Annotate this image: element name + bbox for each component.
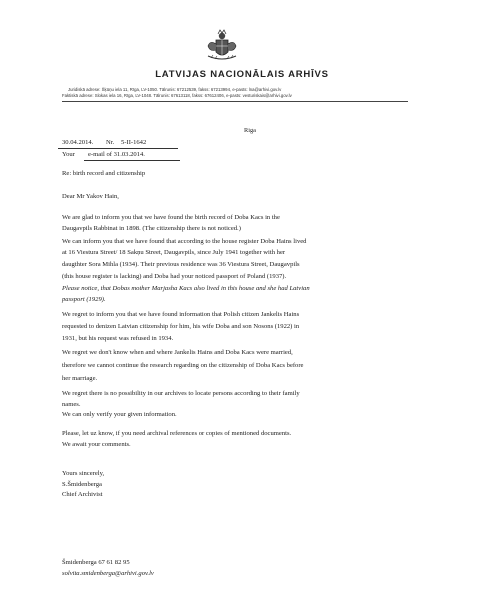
body-line: Daugavpils Rabbinat in 1898. (The citizenship there is not noticed.) — [62, 225, 241, 232]
body-line: at 16 Viestura Street/ 18 Sakņu Street, Daugavpils, since July 1941 together with her — [62, 249, 286, 256]
body-line: her marriage. — [62, 375, 98, 382]
body-line: Please, let uz know, if you need archival references or copies of mentioned documents. — [62, 430, 292, 437]
body-line: 1931, but his request was refused in 1934. — [62, 335, 174, 342]
subject-line: Re: birth record and citizenship — [62, 170, 146, 177]
body-line: We regret to inform you that we have found information that Polish citizen Jankelis Hains — [62, 311, 300, 318]
your-ref-label: Your — [62, 151, 75, 158]
archive-name: LATVIJAS NACIONĀLAIS ARHĪVS — [155, 69, 329, 80]
body-line: We are glad to inform you that we have found the birth record of Doba Kacs in the — [62, 214, 280, 221]
salutation: Dear Mr Yakov Hain, — [62, 193, 119, 200]
actual-address: Faktiskā adrese: Slokas iela 16, Rīga, LV-1048. Tālrunis: 67613118, fakss: 67612406, e-pasts: vesturiskais@arhivi.gov.lv — [62, 93, 292, 98]
body-line-italic: Please notice, that Dobas mother Marjasha Kacs also lived in this house and she had Latvian — [62, 285, 310, 292]
body-line: We can only verify your given information. — [62, 411, 177, 418]
contact-phone: Šmidenberga 67 61 82 95 — [62, 559, 130, 566]
body-line: names. — [62, 401, 81, 408]
letter-date: 30.04.2014. — [62, 139, 94, 146]
body-line: (this house register is lacking) and Doba had your noticed passport of Poland (1937). — [62, 273, 287, 280]
signatory-name: S.Šmidenberga — [62, 481, 102, 488]
letterhead-divider — [62, 101, 408, 102]
your-ref-value: e-mail of 31.03.2014. — [88, 151, 145, 158]
your-ref-underline — [84, 160, 180, 161]
body-line-italic: passport (1929). — [62, 296, 106, 303]
body-line: We regret we don't know when and where Jankelis Hains and Doba Kacs were married, — [62, 349, 293, 356]
reference-number: 5-II-1642 — [121, 139, 147, 146]
body-line: We can inform you that we have found that according to the house register Doba Hains lived — [62, 238, 307, 245]
signatory-title: Chief Archivist — [62, 491, 103, 498]
closing-phrase: Yours sincerely, — [62, 470, 105, 477]
body-line: We regret there is no possibility in our archives to locate persons according to their family — [62, 390, 300, 397]
body-line: therefore we cannot continue the research regarding on the citizenship of Doba Kacs before — [62, 362, 304, 369]
coat-of-arms-icon — [202, 26, 242, 66]
body-line: requested to denizen Latvian citizenship for him, his wife Doba and son Nosons (1922) in — [62, 323, 300, 330]
legal-address: Juridiskā adrese: Šķūņu iela 11, Rīga, LV-1050. Tālrunis: 67212539, fakss: 67213994, e-pasts: lna@arhivi.gov.lv — [68, 87, 282, 92]
reference-underline — [58, 148, 178, 149]
body-line: daugthter Sora Mihla (1934). Their previous residence was 36 Viestura Street, Daugavpils — [62, 261, 300, 268]
reference-number-label: Nr. — [106, 139, 115, 146]
contact-email: solvita.smidenberga@arhivi.gov.lv — [62, 570, 154, 577]
body-line: We await your comments. — [62, 441, 131, 448]
city-label: Riga — [244, 127, 256, 134]
